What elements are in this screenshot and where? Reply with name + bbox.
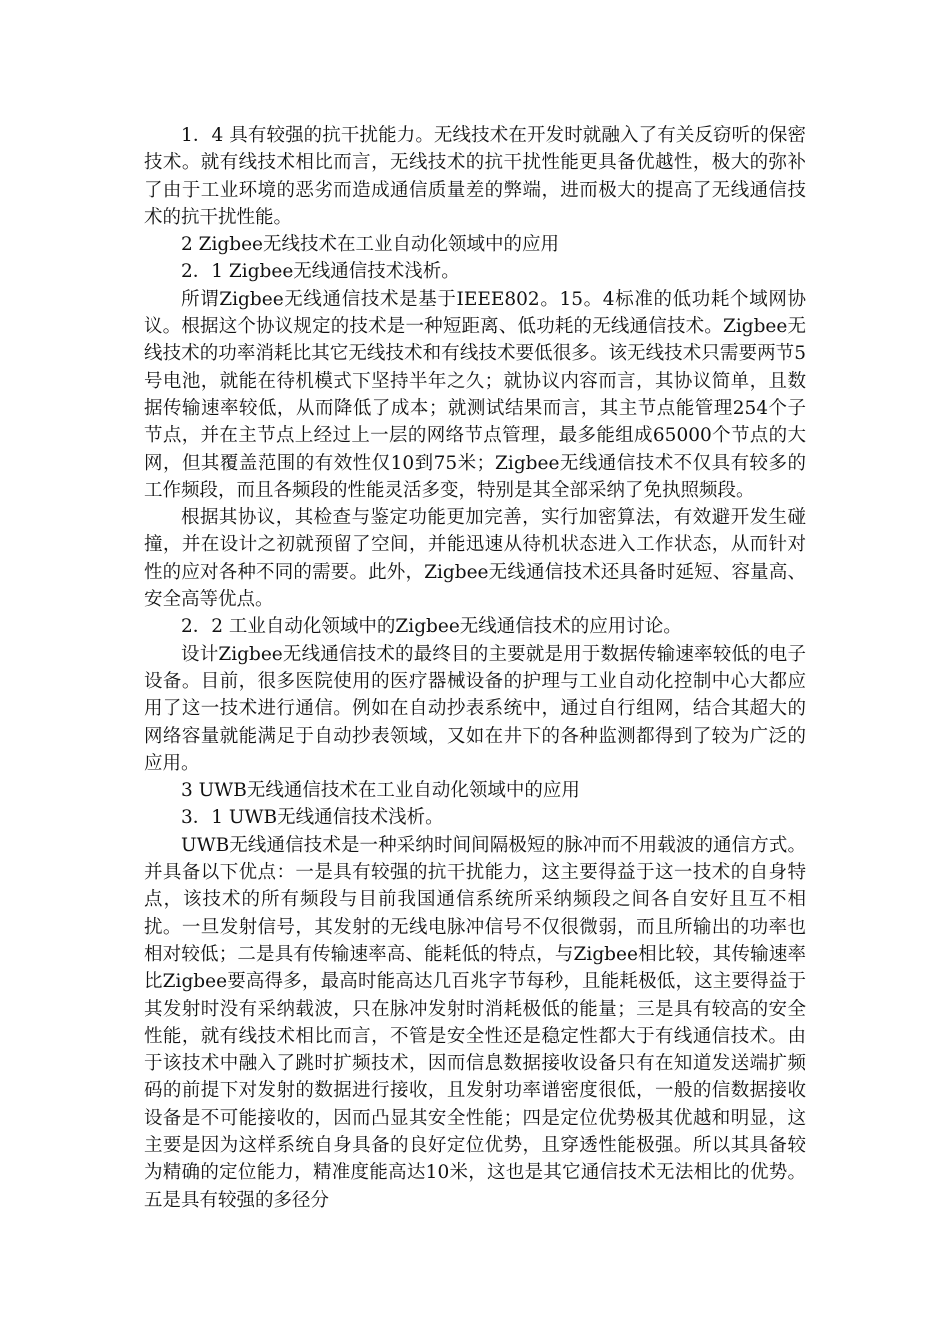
heading-section-2-1: 2．1 Zigbee无线通信技术浅析。: [181, 261, 460, 283]
paragraph-zigbee-protocol: 根据其协议，其检查与鉴定功能更加完善，实行加密算法，有效避开发生碰撞，并在设计之初就预留了空间，并能迅速从待机状态进入工作状态，从而针对性的应对各种不同的需要。此外，Zigbee无线通信技术还具备时延短、容量高、安全高等优点。: [144, 507, 806, 611]
heading-section-3-1: 3．1 UWB无线通信技术浅析。: [181, 807, 444, 829]
paragraph-1-4-anti-interference: 1．4 具有较强的抗干扰能力。无线技术在开发时就融入了有关反窃听的保密技术。就有线技术相比而言，无线技术的抗干扰性能更具备优越性，极大的弥补了由于工业环境的恶劣而造成通信质量差的弊端，进而极大的提高了无线通信技术的抗干扰性能。: [144, 125, 806, 228]
heading-section-2-2: 2．2 工业自动化领域中的Zigbee无线通信技术的应用讨论。: [181, 616, 682, 638]
paragraph-zigbee-overview: 所谓Zigbee无线通信技术是基于IEEE802。15。4标准的低功耗个域网协议。根据这个协议规定的技术是一种短距离、低功耗的无线通信技术。Zigbee无线技术的功率消耗比其它无线技术和有线技术要低很多。该无线技术只需要两节5号电池，就能在待机模式下坚持半年之久；就协议内容而言，其协议简单，且数据传输速率较低，从而降低了成本；就测试结果而言，其主节点能管理254个子节点，并在主节点上经过上一层的网络节点管理，最多能组成65000个节点的大网，但其覆盖范围的有效性仅10到75米；Zigbee无线通信技术不仅具有较多的工作频段，而且各频段的性能灵活多变，特别是其全部采纳了免执照频段。: [144, 288, 806, 501]
heading-section-3: 3 UWB无线通信技术在工业自动化领域中的应用: [181, 780, 580, 802]
paragraph-uwb-overview: UWB无线通信技术是一种采纳时间间隔极短的脉冲而不用载波的通信方式。并具备以下优点：一是具有较强的抗干扰能力，这主要得益于这一技术的自身特点，该技术的所有频段与目前我国通信系统所采纳频段之间各自安好且互不相扰。一旦发射信号，其发射的无线电脉冲信号不仅很微弱，而且所输出的功率也相对较低；二是具有传输速率高、能耗低的特点，与Zigbee相比较，其传输速率比Zigbee要高得多，最高时能高达几百兆字节每秒，且能耗极低，这主要得益于其发射时没有采纳载波，只在脉冲发射时消耗极低的能量；三是具有较高的安全性能，就有线技术相比而言，不管是安全性还是稳定性都大于有线通信技术。由于该技术中融入了跳时扩频技术，因而信息数据接收设备只有在知道发送端扩频码的前提下对发射的数据进行接收，且发射功率谱密度很低，一般的信数据接收设备是不可能接收的，因而凸显其安全性能；四是定位优势极其优越和明显，这主要是因为这样系统自身具备的良好定位优势，且穿透性能极强。所以其具备较为精确的定位能力，精准度能高达10米，这也是其它通信技术无法相比的优势。五是具有较强的多径分: [144, 834, 806, 1211]
document-body: [144, 122, 806, 1214]
heading-section-2: 2 Zigbee无线技术在工业自动化领域中的应用: [181, 234, 560, 256]
paragraph-zigbee-application: 设计Zigbee无线通信技术的最终目的主要就是用于数据传输速率较低的电子设备。目前，很多医院使用的医疗器械设备的护理与工业自动化控制中心大都应用了这一技术进行通信。例如在自动抄表系统中，通过自行组网，结合其超大的网络容量就能满足于自动抄表领域，又如在井下的各种监测都得到了较为广泛的应用。: [144, 643, 806, 774]
